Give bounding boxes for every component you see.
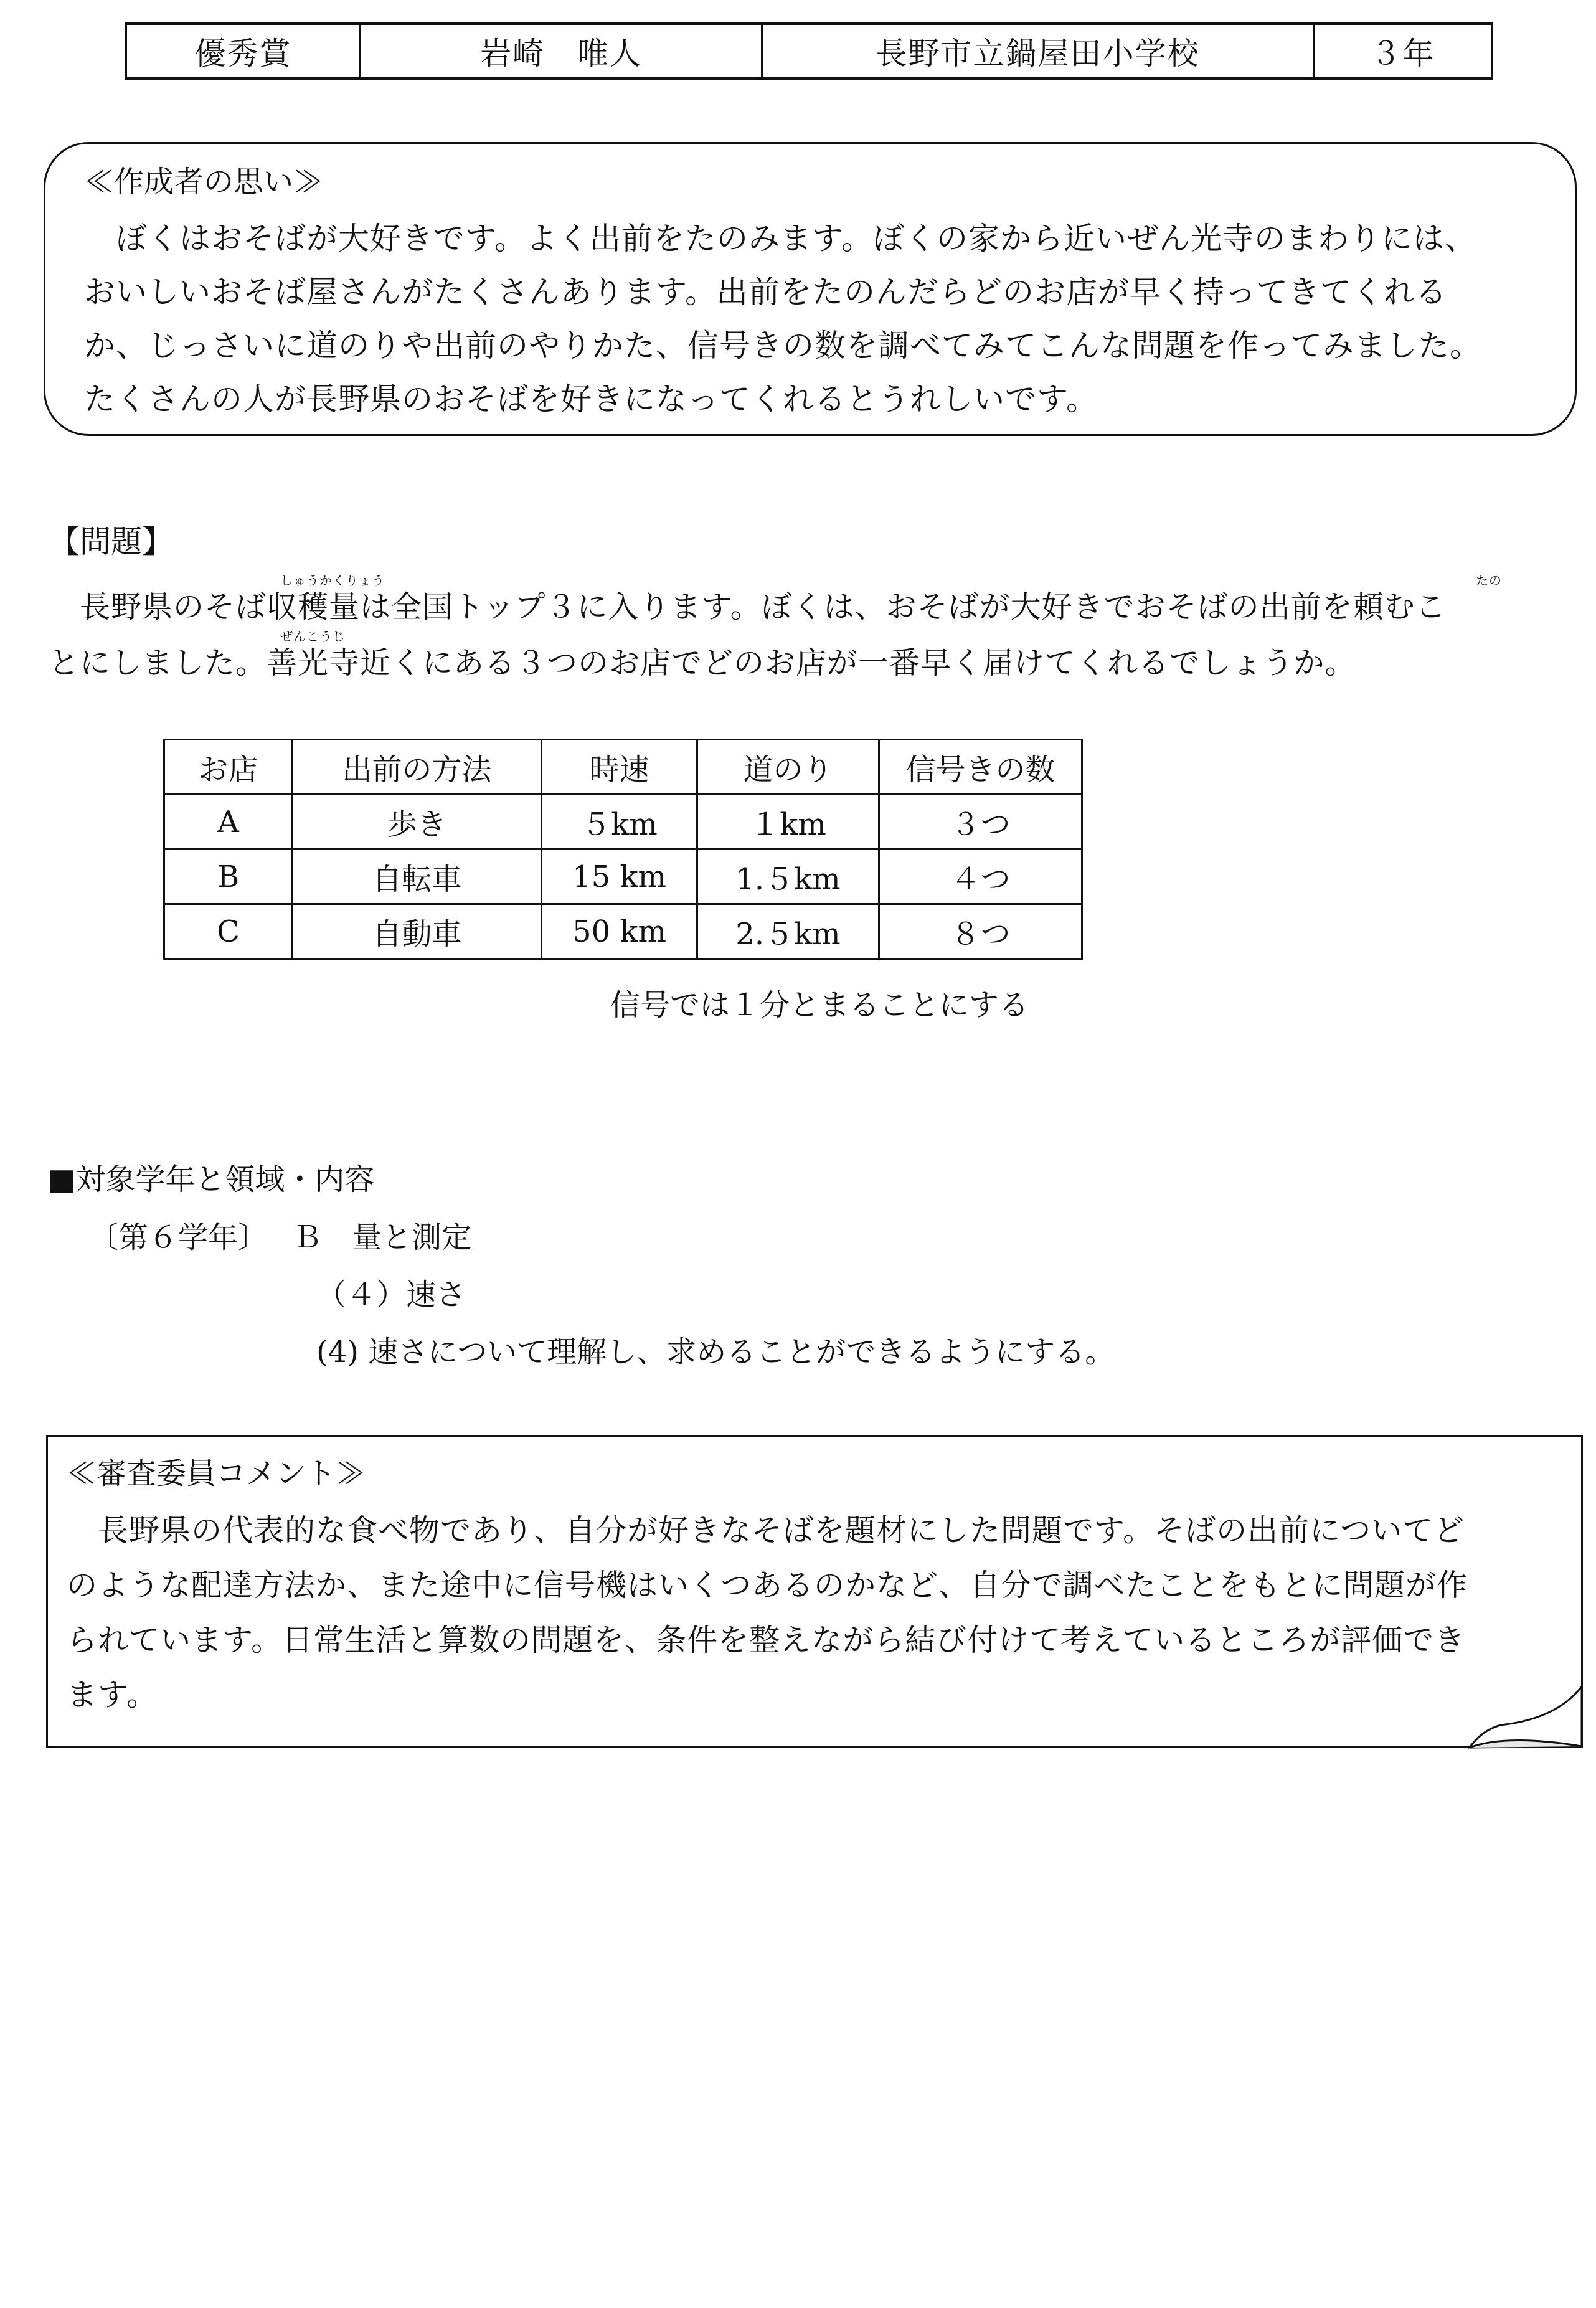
student-name: 岩崎 唯人 — [361, 25, 763, 77]
table-row — [164, 904, 1082, 959]
table-row — [164, 795, 1082, 849]
table-cell: 自動車 — [293, 904, 542, 959]
target-sub-line: （４）速さ — [316, 1277, 466, 1312]
table-cell: ３つ — [879, 795, 1082, 849]
table-header: 出前の方法 — [293, 740, 542, 795]
table-cell: 2.５km — [697, 904, 879, 959]
table-cell: 50 km — [542, 904, 697, 959]
table-note: 信号では１分とまることにする — [610, 988, 1029, 1023]
table-cell: 自転車 — [293, 849, 542, 904]
table-cell: ４つ — [879, 849, 1082, 904]
problem-line: とにしました。善光寺近くにある３つのお店でどのお店が一番早く届けてくれるでしょうか。 — [49, 645, 1356, 681]
table-cell: C — [164, 904, 293, 959]
table-header: お店 — [164, 740, 293, 795]
author-thoughts-line: おいしいおそば屋さんがたくさんあります。出前をたのんだらどのお店が早く持ってきてくれる — [84, 274, 1447, 310]
reviewer-comment-line: 長野県の代表的な食べ物であり、自分が好きなそばを題材にした問題です。そばの出前についてど — [67, 1513, 1465, 1548]
table-cell: B — [164, 849, 293, 904]
ruby-zenkouji: ぜんこうじ — [280, 629, 346, 644]
table-cell: １km — [697, 795, 879, 849]
table-cell: 15 km — [542, 849, 697, 904]
table-cell: 歩き — [293, 795, 542, 849]
table-header: 道のり — [697, 740, 879, 795]
shop-delivery-table — [163, 739, 1083, 960]
table-cell: 1.５km — [697, 849, 879, 904]
table-cell: ８つ — [879, 904, 1082, 959]
target-detail-line: (4) 速さについて理解し、求めることができるようにする。 — [316, 1335, 1115, 1369]
school-name: 長野市立鍋屋田小学校 — [763, 25, 1315, 77]
reviewer-comment-heading: ≪審査委員コメント≫ — [67, 1456, 366, 1491]
author-thoughts-line: ぼくはおそばが大好きです。よく出前をたのみます。ぼくの家から近いぜん光寺のまわりには、 — [84, 220, 1476, 257]
award-prize: 優秀賞 — [127, 25, 361, 77]
problem-heading: 【問題】 — [49, 524, 173, 560]
problem-line: 長野県のそば収穫量は全国トップ３に入ります。ぼくは、おそばが大好きでおそばの出前を頼むこ — [49, 589, 1447, 625]
reviewer-comment-line: られています。日常生活と算数の問題を、条件を整えながら結び付けて考えているところが評価でき — [67, 1622, 1466, 1658]
target-section-title: ■対象学年と領域・内容 — [47, 1162, 375, 1197]
award-table — [125, 22, 1493, 80]
author-thoughts-heading: ≪作成者の思い≫ — [84, 164, 324, 199]
reviewer-comment-line: のような配達方法か、また途中に信号機はいくつあるのかなど、自分で調べたことをもとに問題が作 — [67, 1568, 1468, 1603]
target-grade-line: 〔第６学年〕 Ｂ 量と測定 — [88, 1220, 472, 1255]
grade: ３年 — [1370, 35, 1435, 72]
ruby-shukakuryou: しゅうかくりょう — [280, 573, 385, 588]
ruby-tano: たの — [1476, 573, 1502, 588]
author-thoughts-line: たくさんの人が長野県のおそばを好きになってくれるとうれしいです。 — [84, 381, 1098, 417]
reviewer-comment-box — [46, 1435, 1583, 1748]
table-header: 信号きの数 — [879, 740, 1082, 795]
table-row — [164, 849, 1082, 904]
table-header: 時速 — [542, 740, 697, 795]
table-cell: ５km — [542, 795, 697, 849]
reviewer-comment-line: ます。 — [67, 1677, 158, 1713]
author-thoughts-box — [44, 142, 1577, 436]
table-cell: A — [164, 795, 293, 849]
page-curl-icon — [1463, 1681, 1588, 1751]
author-thoughts-line: か、じっさいに道のりや出前のやりかた、信号きの数を調べてみてこんな問題を作ってみました。 — [84, 328, 1481, 364]
table-header-row — [164, 740, 1082, 795]
